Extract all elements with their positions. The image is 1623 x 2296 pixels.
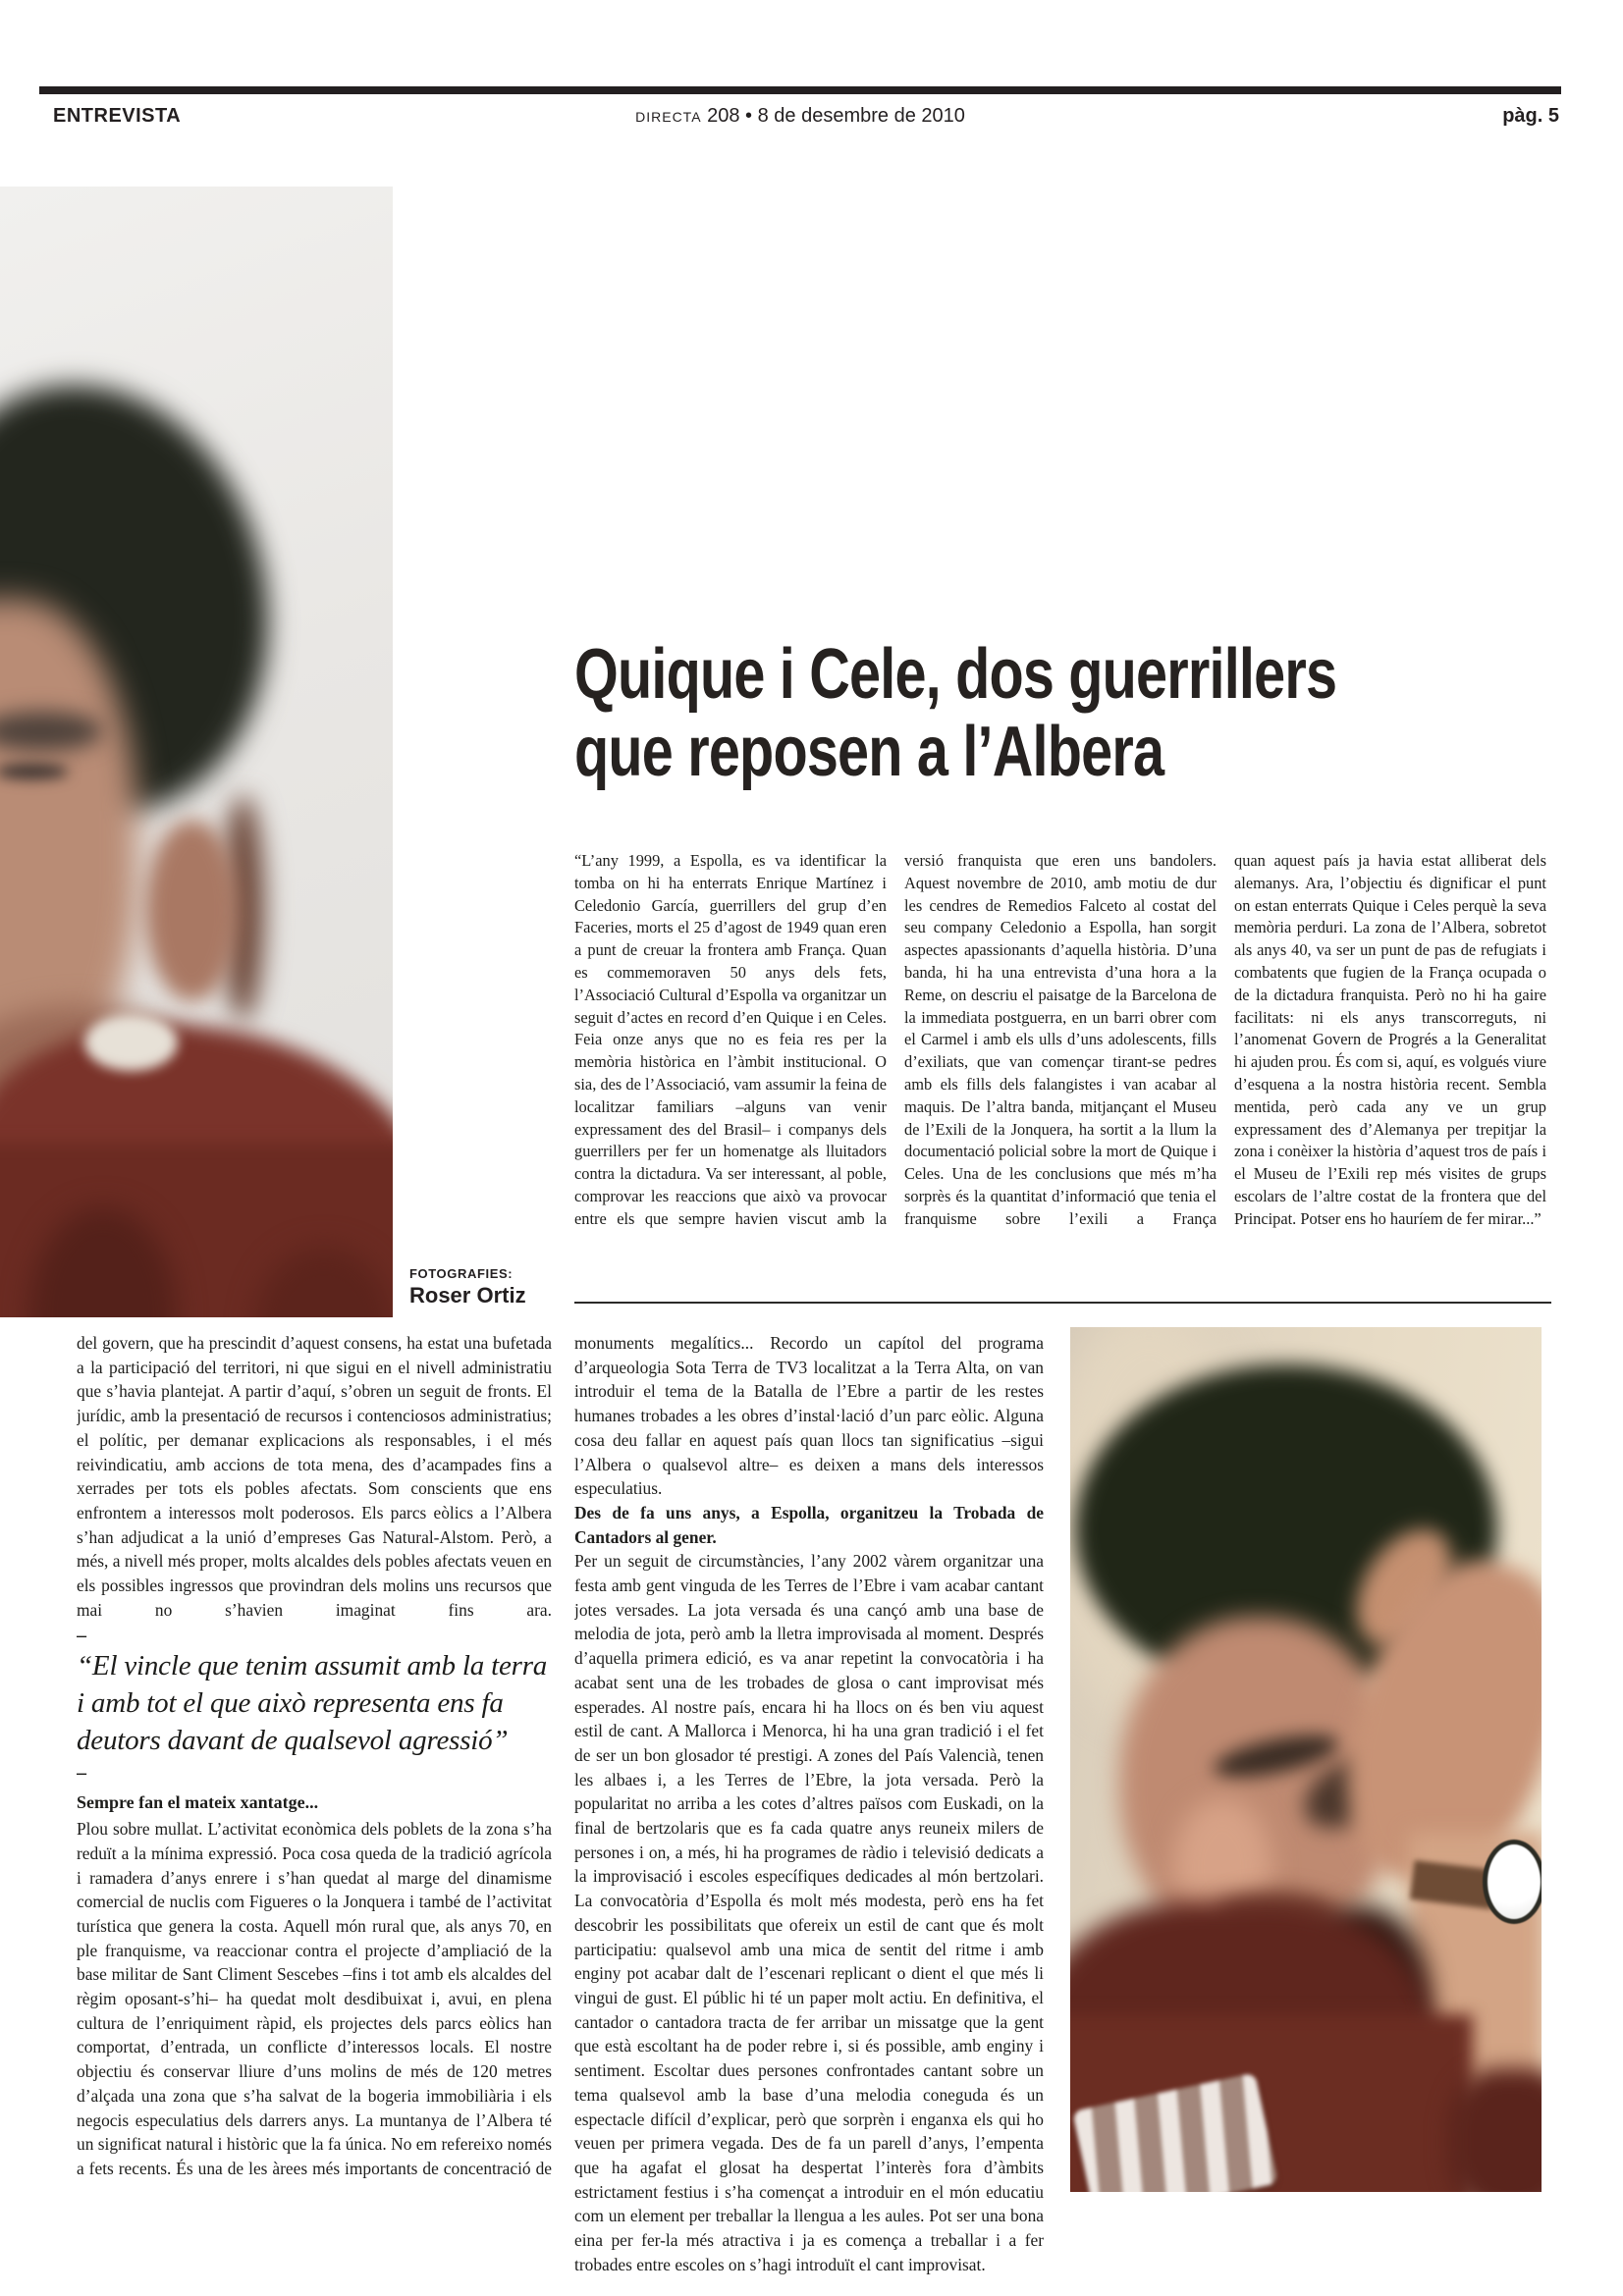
headline bbox=[574, 636, 1360, 791]
masthead bbox=[39, 102, 1561, 135]
interview-column-2: versió franquista que eren uns bandolers. Aquest novembre de 2010, amb motiu de dur les cendres de Remedios Falceto al costat del seu company Celedonio a Espolla, han sorgit aspectes apassionants d’aquella història. D’una banda, hi ha una entrevista d’una hora a la Reme, on descriu el paisatge de la Barcelona de la immediata postguerra, en un barri obrer com el Carmel i amb els ulls d’uns adolescents, fills d’exiliats, que van començar tirant-se pedres amb els fills dels falangistes i van acabar al maquis. De l’altra banda, mitjançant el Museu de l’Exili de la Jonquera, ha sortit a la llum la documentació policial sobre la mort de Quique i Celes. Una de les conclusions que més m’ha sorprès és la quantitat d’informació que tenia el franquisme sobre l’exili a França bbox=[904, 851, 1217, 1228]
photo-credit bbox=[409, 1266, 567, 1308]
portrait-photo-left bbox=[0, 187, 393, 1317]
lower-middle-column bbox=[574, 1331, 1044, 2289]
body-paragraph: del govern, que ha prescindit d’aquest consens, ha estat una bufetada a la participació del territori, ni que sigui en el nivell administratiu que s’havia plantejat. A partir d’aquí, s’obren un seguit de fronts. El jurídic, amb la presentació de recursos i contenciosos administratius; el polític, per demanar explicacions als responsables, i el més reivindicatiu, amb accions de tota mena, des d’acampades fins a xerrades per tots els pobles afectats. Som conscients que ens enfrontem a interessos molt poderosos. Els parcs eòlics a l’Albera s’han adjudicat a la unió d’empreses Gas Natural-Alstom. Però, a més, a nivell més proper, molts alcaldes dels pobles afectats veuen en els possibles ingressos que provindran dels molins uns recursos que mai no s’havien imaginat fins ara. bbox=[77, 1333, 552, 1620]
portrait-photo-right bbox=[1070, 1327, 1542, 2192]
headline-line-2: que reposen a l’Albera bbox=[574, 713, 1164, 791]
interview-subhead: Sempre fan el mateix xantatge... bbox=[77, 1792, 319, 1813]
body-paragraph: Plou sobre mullat. L’activitat econòmica dels poblets de la zona s’ha reduït a la mínima expressió. Poca cosa queda de la tradició agrícola i ramadera d’anys enrere i s’han quedat al marge del dinamisme comercial de nuclis com Figueres o la Jonquera i també de l’activitat turística que genera la costa. Aquell món rural que, als anys 70, en ple franquisme, va reaccionar contra el projecte d’ampliació de la base militar de Sant Climent Sescebes –fins i tot amb els alcaldes del règim oposant-s’hi– ha quedat molt desdibuixat i, avui, en plena cultura de l’enriquiment ràpid, els projectes dels parcs eòlics han comportat, d’entrada, un conflicte d’interessos locals. El nostre objectiu és conservar lliure d’uns molins de més de 120 metres d’alçada una zona que s’ha salvat de la bogeria immobiliària i els negocis especulatius dels darrers anys. La muntanya de l’Albera té un significat natural i històric que la fa única. No em refereixo només a fets recents. És una de les àrees més importants de concentració de bbox=[77, 1819, 552, 2178]
lower-left-column bbox=[77, 1331, 552, 2273]
interview-question: Des de fa uns anys, a Espolla, organitzeu la Trobada de Cantadors al gener. bbox=[574, 1502, 1044, 1547]
photo-credit-name: Roser Ortiz bbox=[409, 1283, 526, 1308]
quote-dash-top: – bbox=[77, 1625, 86, 1647]
body-paragraph: Per un seguit de circumstàncies, l’any 2002 vàrem organitzar una festa amb gent vinguda de les Terres de l’Ebre i vam acabar cantant jotes versades. La jota versada és una cançó amb una base de melodia de jota, però amb la lletra improvisada al moment. Després d’aquella primera edició, es va anar repetint la convocatòria i ha acabat sent una de les trobades de glosa o cant improvisat més esperades. Al nostre país, encara hi ha llocs on és ben viu aquest estil de cant. A Mallorca i Menorca, hi ha una gran tradició i el fet de ser un bon glosador té prestigi. A zones del País Valencià, tenen les albaes i, a les Terres de l’Ebre, la jota versada. Però la popularitat no arriba a les cotes d’altres països com Euskadi, on la final de bertzolaris que es fa cada quatre anys reuneix milers de persones i on, a més, hi ha programes de ràdio i televisió dedicats a la improvisació i escoles específiques dedicades al món bertzolari. La convocatòria d’Espolla és molt més modesta, però ens ha fet descobrir les possibilitats que ofereix un estil de cant que és molt participatiu: qualsevol amb una mica de sentit del ritme i amb enginy pot acabar dalt de l’escenari replicant o dient el que més li vingui de gust. El públic hi té un paper molt actiu. En definitiva, el cantador o cantadora tracta de fer arribar un missatge que la gent que està escoltant ha de poder rebre i, si és possible, amb enginy i sentiment. Escoltar dues persones confrontades cantant sobre un tema qualsevol amb la base d’una melodia coneguda és un espectacle difícil d’explicar, però que sorprèn i enganxa els qui ho veuen per primera vegada. Des de fa un parell d’anys, l’empenta que ha agafat el glosat ha despertat l’interès fora d’àmbits estrictament festius i s’ha començat a introduir en el món educatiu com un element per treballar la llengua a les aules. Pot ser una bona eina per fer-la més atractiva i ja es comença a treballar i a fer trobades entre escoles on s’hagi introduït el cant improvisat. bbox=[574, 1551, 1044, 2274]
section-rule bbox=[574, 1302, 1551, 1304]
body-paragraph: monuments megalítics... Recordo un capítol del programa d’arqueologia Sota Terra de TV3 localitzat a la Terra Alta, on van introduir el tema de la Batalla de l’Ebre a partir de les restes humanes trobades a les obres d’instal·lació d’un parc eòlic. Alguna cosa deu fallar en aquest país quan llocs tan significatius –sigui l’Albera o qualsevol altre– es deixen a mans dels interessos especulatius. bbox=[574, 1333, 1044, 1499]
headline-line-1: Quique i Cele, dos guerrillers bbox=[574, 635, 1337, 714]
issue-line bbox=[39, 105, 1561, 128]
interview-column-3: quan aquest país ja havia estat alliberat dels alemanys. Ara, l’objectiu és dignificar el punt on estan enterrats Quique i Celes perquè la seva memòria perduri. La zona de l’Albera, sobretot als anys 40, va ser un punt de pas de refugiats i combatents que fugien de la França ocupada o de la dictadura franquista. Però no hi ha gaire facilitats: ni els anys transcorreguts, ni l’anomenat Govern de Progrés a la Generalitat hi ajuden prou. És com si, aquí, es volgués viure d’esquena a la nostra història recent. Sembla mentida, però cada any ve un grup expressament des d’Alemanya per trepitjar la zona i conèixer la història d’aquest tros de país i el Museu de l’Exili rep més visites de grups escolars de l’altre costat de la frontera que del Principat. Potser ens ho hauríem de fer mirar...” bbox=[1234, 851, 1546, 1228]
watch-face-shape bbox=[1483, 1840, 1542, 1924]
section-label: ENTREVISTA bbox=[53, 105, 182, 127]
photo-credit-label: FOTOGRAFIES: bbox=[409, 1266, 514, 1281]
pull-quote: “El vincle que tenim assumit amb la terra i amb tot el que això representa ens fa deutors davant de qualsevol agressió” bbox=[77, 1650, 548, 1757]
photo-sweater-shape bbox=[1448, 2068, 1542, 2192]
brand-name: DIRECTA bbox=[635, 109, 702, 125]
issue-date: 208 • 8 de desembre de 2010 bbox=[707, 105, 965, 127]
quote-dash-bottom: – bbox=[77, 1762, 86, 1785]
photo-collar-shape bbox=[84, 1014, 178, 1071]
masthead-bar bbox=[39, 86, 1561, 94]
interview-column-1: “L’any 1999, a Espolla, es va identificar la tomba on hi ha enterrats Enrique Martínez i Celedonio García, guerrillers del grup d’en Faceries, morts el 25 d’agost de 1949 quan eren a punt de creuar la frontera amb França. Quan es commemoraven 50 anys dels fets, l’Associació Cultural d’Espolla va organitzar un seguit d’actes en record d’en Quique i en Celes. Feia onze anys que no es feia res per la memòria històrica en l’àmbit institucional. O sia, des de l’Associació, vam assumir la feina de localitzar familiars –alguns van venir expressament des del Brasil– i companys dels guerrillers per fer un homenatge als lluitadors contra la dictadura. Va ser interessant, al poble, comprovar les reaccions que això va provocar entre els que sempre havien viscut amb la bbox=[574, 851, 887, 1228]
photo-ear-shape bbox=[145, 820, 239, 1001]
page-number: pàg. 5 bbox=[1502, 105, 1559, 127]
